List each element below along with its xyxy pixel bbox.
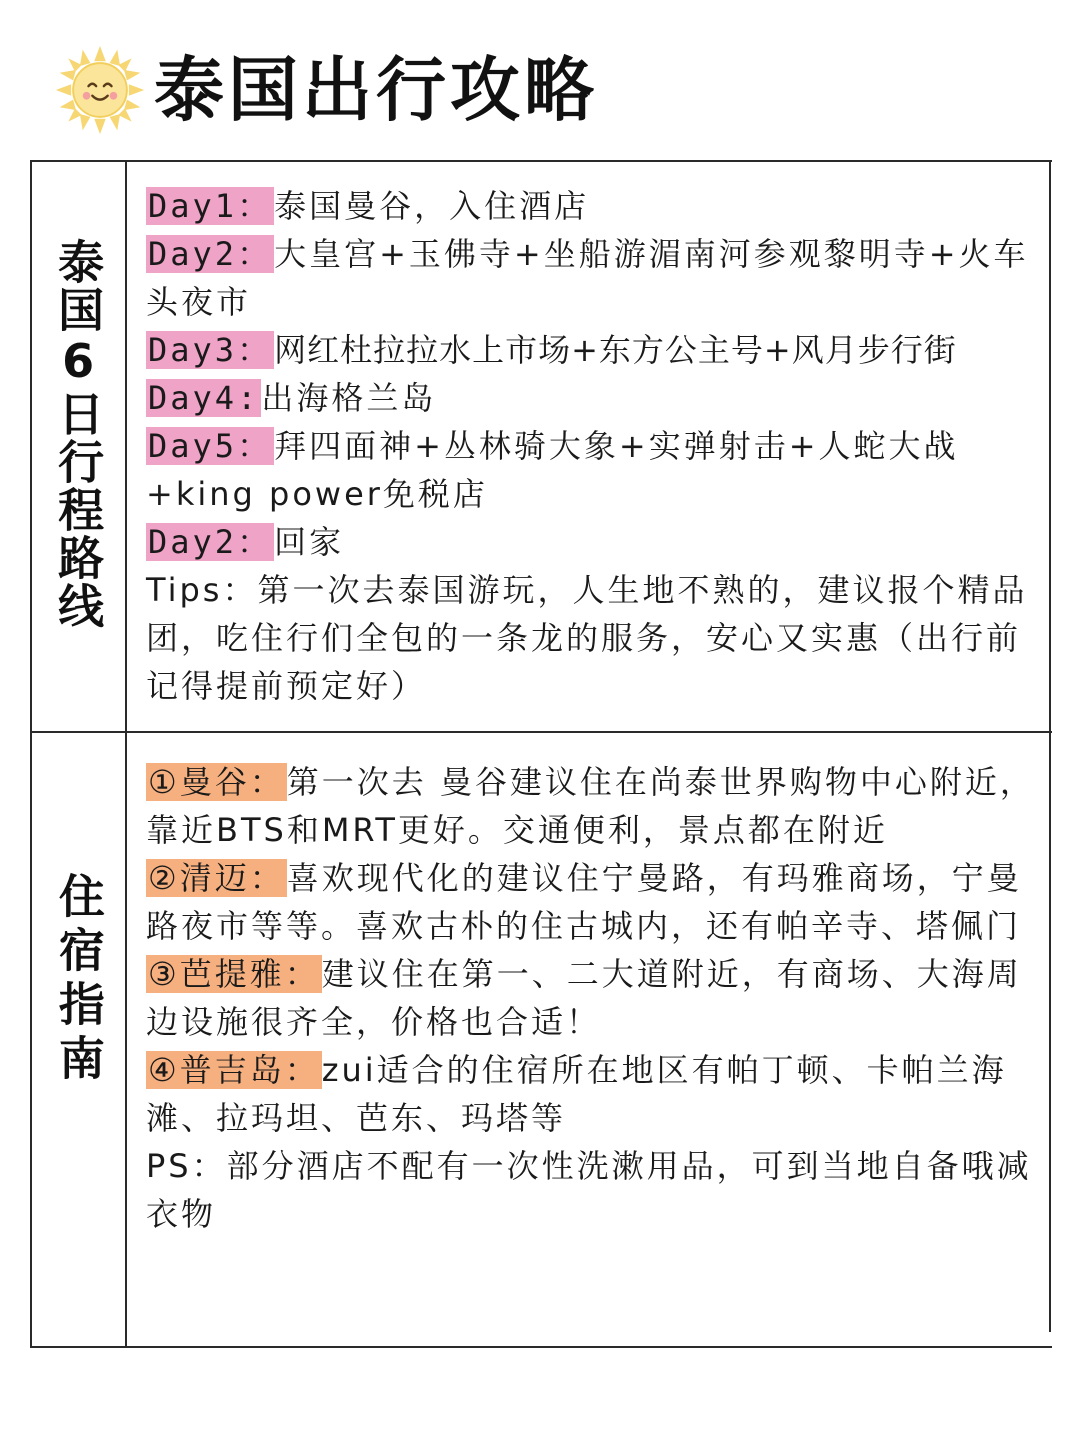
lodging-label: 住宿指南 [51, 872, 106, 1088]
itinerary-item [146, 230, 1046, 326]
sun-icon [52, 42, 148, 138]
itinerary-label: 泰国6日行程路线 [51, 238, 106, 630]
day-tag: Day4: [148, 379, 260, 417]
item-text: 回家 [274, 523, 345, 561]
itinerary-item [146, 326, 1046, 374]
tips-text: Tips：第一次去泰国游玩，人生地不熟的，建议报个精品团，吃住行们全包的一条龙的服务，安心又实惠（出行前记得提前预定好） [146, 571, 1028, 705]
item-text: 第一次去 曼谷建议住在尚泰世界购物中心附近，靠近BTS和MRT更好。交通便利，景点都在附近 [146, 763, 1035, 849]
itinerary-content [146, 182, 1046, 710]
header [52, 40, 598, 140]
item-text: 网红杜拉拉水上市场+东方公主号+风月步行街 [274, 331, 957, 369]
city-tag: ②清迈： [148, 859, 285, 897]
day-tag: Day5： [148, 427, 273, 465]
day-tag: Day2： [148, 235, 273, 273]
lodging-item [146, 950, 1046, 1046]
item-text: 建议住在第一、二大道附近，有商场、大海周边设施很齐全，价格也合适！ [146, 955, 1022, 1041]
lodging-row [30, 732, 1052, 1348]
item-text: 大皇宫+玉佛寺+坐船游湄南河参观黎明寺+火车头夜市 [146, 235, 1029, 321]
city-tag: ④普吉岛： [148, 1051, 320, 1089]
day-tag: Day2： [148, 523, 273, 561]
ps-text: PS：部分酒店不配有一次性洗漱用品，可到当地自备哦减衣物 [146, 1147, 1032, 1233]
item-text: 拜四面神+丛林骑大象+实弹射击+人蛇大战+king power免税店 [146, 427, 959, 513]
itinerary-item [146, 518, 1046, 566]
guide-table [30, 160, 1052, 1348]
city-tag: ①曼谷： [148, 763, 285, 801]
itinerary-item [146, 182, 1046, 230]
item-text: 出海格兰岛 [261, 379, 437, 417]
lodging-item [146, 1046, 1046, 1142]
city-tag: ③芭提雅： [148, 955, 320, 993]
item-text: 喜欢现代化的建议住宁曼路，有玛雅商场，宁曼路夜市等等。喜欢古朴的住古城内，还有帕辛寺、塔佩门 [146, 859, 1022, 945]
day-tag: Day1： [148, 187, 273, 225]
day-tag: Day3： [148, 331, 273, 369]
itinerary-row [30, 160, 1052, 732]
lodging-item [146, 854, 1046, 950]
lodging-item [146, 758, 1046, 854]
item-text: zui适合的住宿所在地区有帕丁顿、卡帕兰海滩、拉玛坦、芭东、玛塔等 [146, 1051, 1007, 1137]
itinerary-item [146, 374, 1046, 422]
lodging-content [146, 758, 1046, 1238]
page-title: 泰国出行攻略 [154, 49, 598, 131]
itinerary-item [146, 422, 1046, 518]
item-text: 泰国曼谷，入住酒店 [274, 187, 590, 225]
